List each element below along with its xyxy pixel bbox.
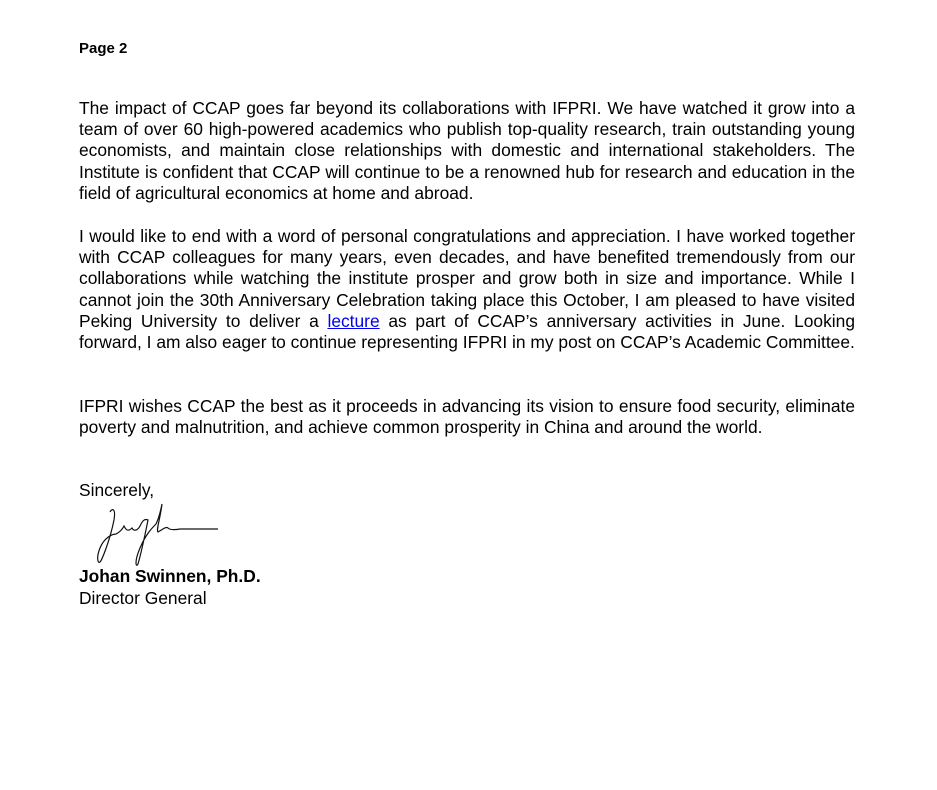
paragraph-ccap-impact: The impact of CCAP goes far beyond its collaborations with IFPRI. We have watched it grow into a team of over 60 high-powered academics who publish top-quality research, train outstanding young economists, and maintain close relationships with domestic and international stakeholders. The Institute is confident that CCAP will continue to be a renowned hub for research and education in the field of agricultural economics at home and abroad.: [79, 98, 855, 203]
closing: Sincerely,: [79, 480, 155, 500]
paragraph-text: as part of CCAP’s anniversary activities in June. Looking forward, I am also eager to continue representing IFPRI in my post on CCAP’s Academic Committee.: [79, 310, 855, 353]
paragraph-congratulations: [79, 226, 855, 353]
page-label: Page 2: [79, 40, 128, 57]
paragraph-text: I would like to end with a word of personal congratulations and appreciation. I have worked together with CCAP colleagues for many years, even decades, and have benefited tremendously from our collaborations while watching the institute prosper and grow both in size and importance. While I cannot join the 30th Anniversary Celebration taking place this October, I am pleased to have visited Peking University to deliver a: [79, 226, 855, 331]
signatory-name: Johan Swinnen, Ph.D.: [79, 566, 261, 586]
signature-image: [90, 500, 220, 570]
signatory-title: Director General: [79, 588, 207, 608]
lecture-link[interactable]: lecture: [327, 310, 380, 331]
signature-stroke: [98, 504, 218, 565]
paragraph-wishes: IFPRI wishes CCAP the best as it proceeds in advancing its vision to ensure food security, eliminate poverty and malnutrition, and achieve common prosperity in China and around the world.: [79, 396, 855, 438]
